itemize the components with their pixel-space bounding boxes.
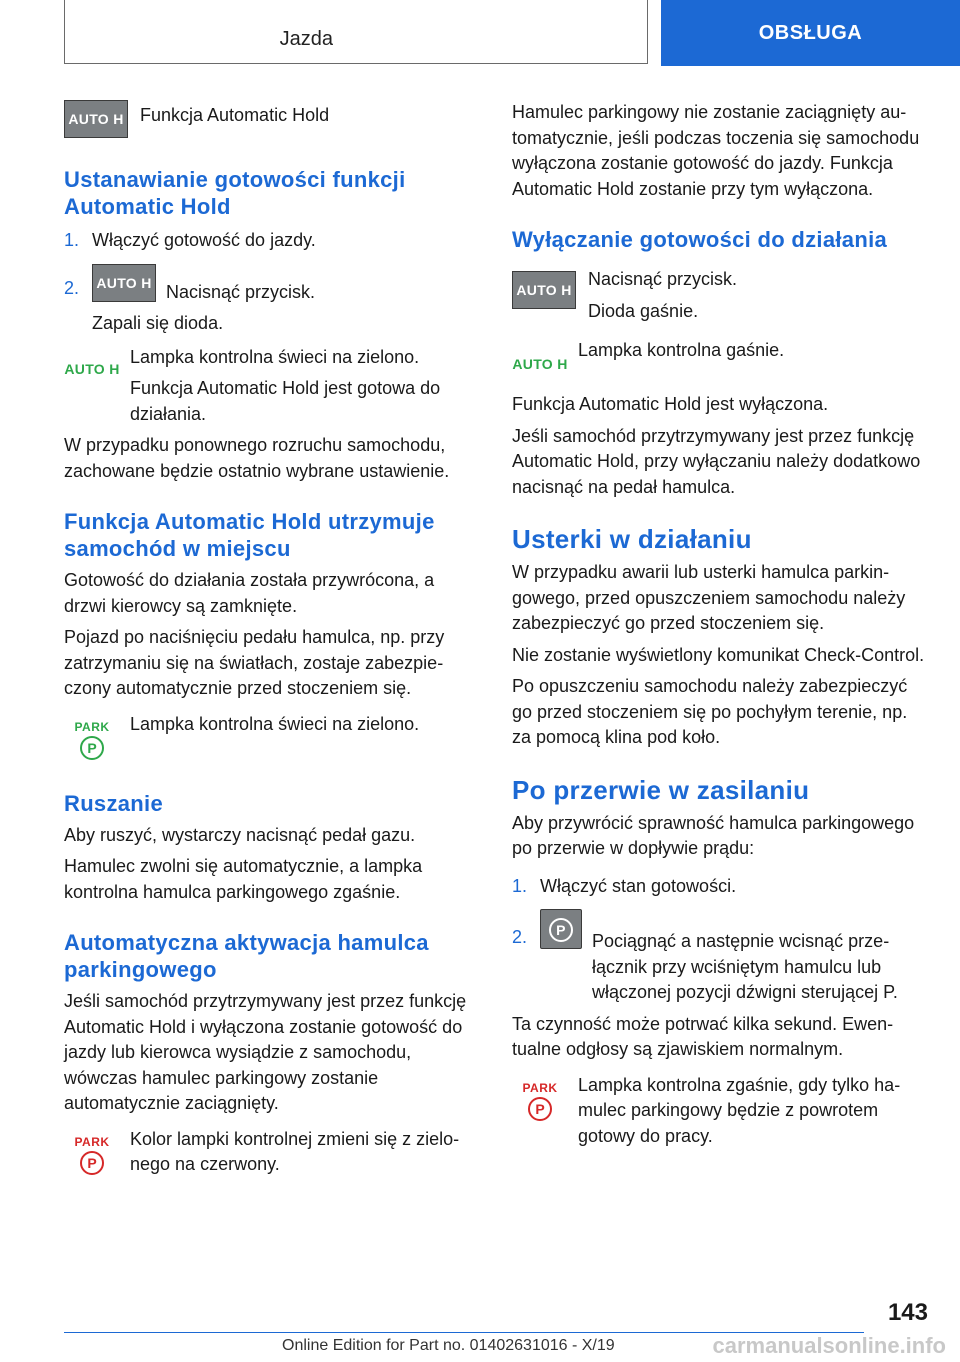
auto-h-lamp-icon: AUTO H — [512, 356, 568, 372]
lamp-text: Lampka kontrolna gaśnie. — [578, 340, 785, 360]
right-intro: Hamulec parkingowy nie zostanie zaciągnięty automatycznie, jeśli podczas toczenia się samochodu wyłączona zostanie gotowość do jazdy. Funkcja Automatic Hold zostanie przy tym wyłączona. — [512, 102, 920, 199]
p-circle-icon: P — [80, 1151, 104, 1175]
step-number: 2. — [64, 277, 80, 298]
deactivate-text-b: Dioda gaśnie. — [588, 300, 699, 321]
section-title-auto-park: Automatyczna aktywacja hamulca parkingowego — [64, 930, 429, 982]
section-title-power-break: Po przerwie w zasilaniu — [512, 774, 810, 805]
power-paragraph-2: Ta czynność może potrwać kilka sekund. Ewentualne odgłosy są zjawiskiem normalnym. — [512, 1013, 894, 1059]
power-step-1 — [512, 874, 926, 900]
header-chapter-tab[interactable]: OBSŁUGA — [661, 0, 960, 66]
deactivate-paragraph-2: Jeśli samochód przytrzymywany jest przez funkcję Automatic Hold, przy wyłączaniu należy dodatkowo nacisnąć na pedał hamulca. — [512, 425, 921, 497]
lamp-text-a: Lampka kontrolna świeci na zielono. — [130, 346, 420, 367]
faults-paragraph-3: Po opuszczeniu samochodu należy zabezpieczyć go przed stoczeniem się po pochyłym terenie, np. za pomocą klina pod koło. — [512, 676, 908, 747]
power-step-2 — [512, 909, 926, 1006]
auto-h-button-icon: AUTO H — [512, 271, 576, 309]
deactivate-paragraph-1: Funkcja Automatic Hold jest wyłączona. — [512, 394, 829, 414]
restart-note: W przypadku ponownego rozruchu samochodu, zachowane będzie ostatnio wybrane ustawienie. — [64, 435, 450, 481]
auto-hold-intro — [64, 100, 478, 138]
step-text: Włączyć gotowość do jazdy. — [92, 230, 316, 250]
step-number: 1. — [512, 875, 528, 896]
lamp-park-red-row — [512, 1073, 926, 1150]
lamp-auto-h-row — [64, 345, 478, 428]
section-title-driveoff: Ruszanie — [64, 790, 163, 816]
p-circle-icon: P — [80, 736, 104, 760]
park-red-lamp-icon — [64, 1127, 120, 1175]
lamp-text: Kolor lampki kontrolnej zmieni się z zielonego na czerwony. — [130, 1128, 460, 1174]
step-number: 2. — [512, 927, 528, 947]
auto-h-lamp-icon: AUTO H — [64, 360, 120, 377]
lamp-off-row — [512, 338, 926, 372]
auto-h-button-icon: AUTO H — [92, 264, 156, 302]
park-green-lamp-icon — [64, 712, 120, 760]
lamp-text: Lampka kontrolna zgaśnie, gdy tylko hamulec parkingowy będzie z powrotem gotowy do pracy. — [578, 1074, 901, 1146]
lamp-text: Lampka kontrolna świeci na zielono. — [130, 713, 420, 734]
page-number: 143 — [887, 1299, 928, 1326]
deactivate-text-a: Nacisnąć przycisk. — [588, 269, 738, 289]
section-title-faults: Usterki w działaniu — [512, 524, 752, 554]
step-number: 1. — [64, 230, 80, 250]
footer-edition: Online Edition for Part no. 01402631016 - X/19 — [282, 1337, 615, 1354]
intro-text: Funkcja Automatic Hold — [140, 105, 330, 125]
park-red-lamp-icon — [512, 1073, 568, 1121]
p-circle-icon: P — [549, 918, 573, 942]
hold-paragraph-1: Gotowość do działania została przywrócona, a drzwi kierowcy są zamknięte. — [64, 570, 435, 616]
lamp-park-red-row — [64, 1127, 478, 1178]
step-text: Nacisnąć przycisk. — [166, 281, 316, 302]
step-1 — [64, 228, 478, 254]
header-section-box — [64, 0, 648, 64]
driveoff-paragraph-1: Aby ruszyć, wystarczy nacisnąć pedał gazu. — [64, 824, 416, 845]
step-text: Włączyć stan gotowości. — [540, 875, 737, 896]
driveoff-paragraph-2: Hamulec zwolni się automatycznie, a lampka kontrolna hamulca parkingowego zgaśnie. — [64, 856, 423, 902]
park-label: PARK — [74, 719, 110, 734]
step-text: Pociągnąć a następnie wcisnąć przełącznik przy wciśniętym hamulcu lub włączonej pozycji dźwigni sterującej P. — [592, 931, 898, 1002]
park-label: PARK — [522, 1080, 558, 1095]
p-circle-icon: P — [528, 1097, 552, 1121]
auto-h-button-icon: AUTO H — [64, 100, 128, 138]
faults-paragraph-2: Nie zostanie wyświetlony komunikat Check-Control. — [512, 644, 925, 665]
footer-brand-watermark: carmanualsonline.info — [712, 1333, 946, 1358]
step-subtext: Zapali się dioda. — [92, 313, 224, 333]
faults-paragraph-1: W przypadku awarii lub usterki hamulca parkingowego, przed opuszczeniem samochodu należy zabezpieczyć go przed stoczeniem się. — [512, 562, 906, 633]
power-paragraph-1: Aby przywrócić sprawność hamulca parkingowego po przerwie w dopływie prądu: — [512, 812, 915, 858]
left-column — [64, 100, 478, 1178]
auto-park-paragraph: Jeśli samochód przytrzymywany jest przez funkcję Automatic Hold i wyłączona zostanie gotowość do jazdy lub kierowca wysiądzie z samochodu, wówczas hamulec parkingowy zostanie automatycznie zaciągnięty. — [64, 991, 467, 1113]
section-title-hold: Funkcja Automatic Hold utrzymuje samochód w miejscu — [64, 509, 435, 561]
park-label: PARK — [74, 1134, 110, 1149]
header-section-title: Jazda — [279, 28, 333, 50]
lamp-text-b: Funkcja Automatic Hold jest gotowa do działania. — [130, 378, 441, 424]
lamp-park-green-row — [64, 712, 478, 760]
park-button-icon — [540, 909, 582, 949]
hold-paragraph-2: Pojazd po naciśnięciu pedału hamulca, np. przy zatrzymaniu się na światłach, zostaje zabezpieczony automatycznie przed stoczeniem się. — [64, 627, 445, 698]
deactivate-button-row — [512, 267, 926, 324]
right-column — [512, 100, 926, 1149]
step-2 — [64, 264, 478, 306]
section-title-deactivate: Wyłączanie gotowości do działania — [512, 227, 888, 252]
section-title-activate: Ustanawianie gotowości funkcji Automatic Hold — [64, 167, 406, 219]
